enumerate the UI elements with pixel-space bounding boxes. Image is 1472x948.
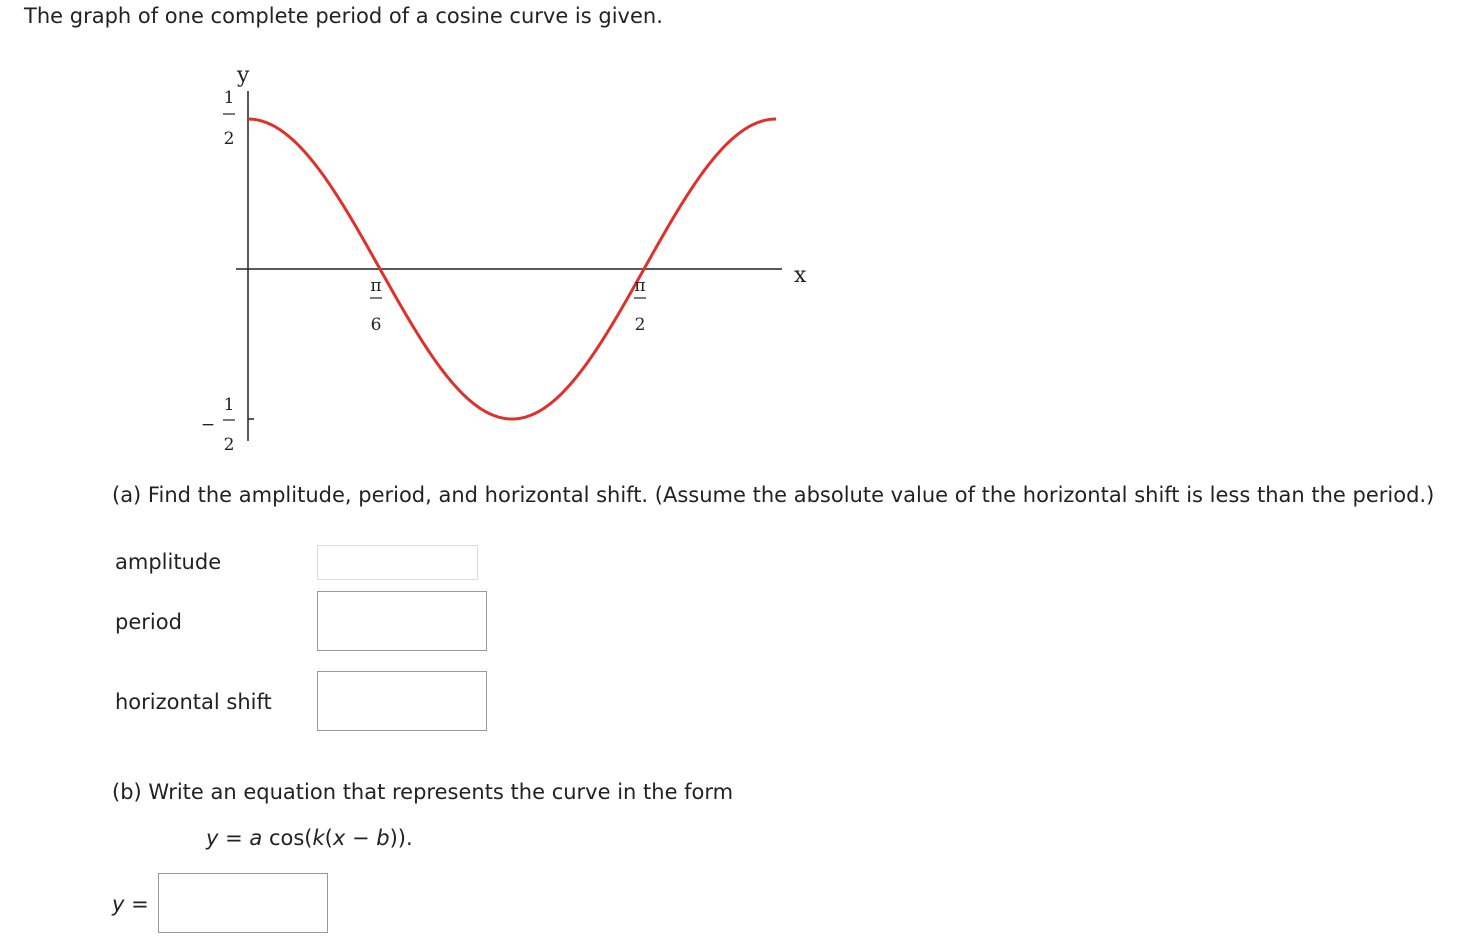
form-equals: = (218, 826, 250, 850)
equation-input[interactable] (158, 873, 328, 933)
equation-form (206, 826, 413, 850)
form-open-paren: ( (324, 826, 333, 850)
horizontal-shift-input[interactable] (317, 671, 487, 731)
x-tick2-numerator: π (634, 276, 646, 296)
x-tick1-denominator: 6 (370, 315, 382, 335)
form-minus: − (345, 826, 377, 850)
y-bottom-numerator: 1 (223, 395, 235, 415)
form-close-paren: )). (389, 826, 413, 850)
y-bottom-minus: − (200, 415, 216, 435)
form-b: b (376, 826, 390, 850)
form-a: a (249, 826, 263, 850)
amplitude-input[interactable] (317, 545, 478, 580)
cosine-graph (0, 0, 820, 470)
horizontal-shift-label: horizontal shift (115, 690, 272, 714)
part-a-question: (a) Find the amplitude, period, and horizontal shift. (Assume the absolute value of the horizontal shift is less than the period.) (112, 483, 1435, 507)
problem-intro: The graph of one complete period of a cosine curve is given. (24, 4, 663, 28)
y-top-denominator: 2 (223, 129, 235, 149)
form-y: y (206, 826, 219, 850)
answer-label (112, 892, 149, 916)
answer-y: y (112, 892, 125, 916)
answer-equals: = (124, 892, 149, 916)
period-input[interactable] (317, 591, 487, 651)
form-cos: cos( (262, 826, 313, 850)
y-axis-label: y (237, 63, 250, 88)
y-top-numerator: 1 (223, 88, 235, 108)
x-axis-label: x (794, 263, 807, 288)
part-b-question: (b) Write an equation that represents the curve in the form (112, 780, 734, 804)
x-tick2-denominator: 2 (634, 315, 646, 335)
amplitude-label: amplitude (115, 550, 222, 574)
x-tick1-numerator: π (370, 276, 382, 296)
period-label: period (115, 610, 182, 634)
form-x: x (332, 826, 346, 850)
form-k: k (312, 826, 325, 850)
y-bottom-denominator: 2 (223, 435, 235, 455)
